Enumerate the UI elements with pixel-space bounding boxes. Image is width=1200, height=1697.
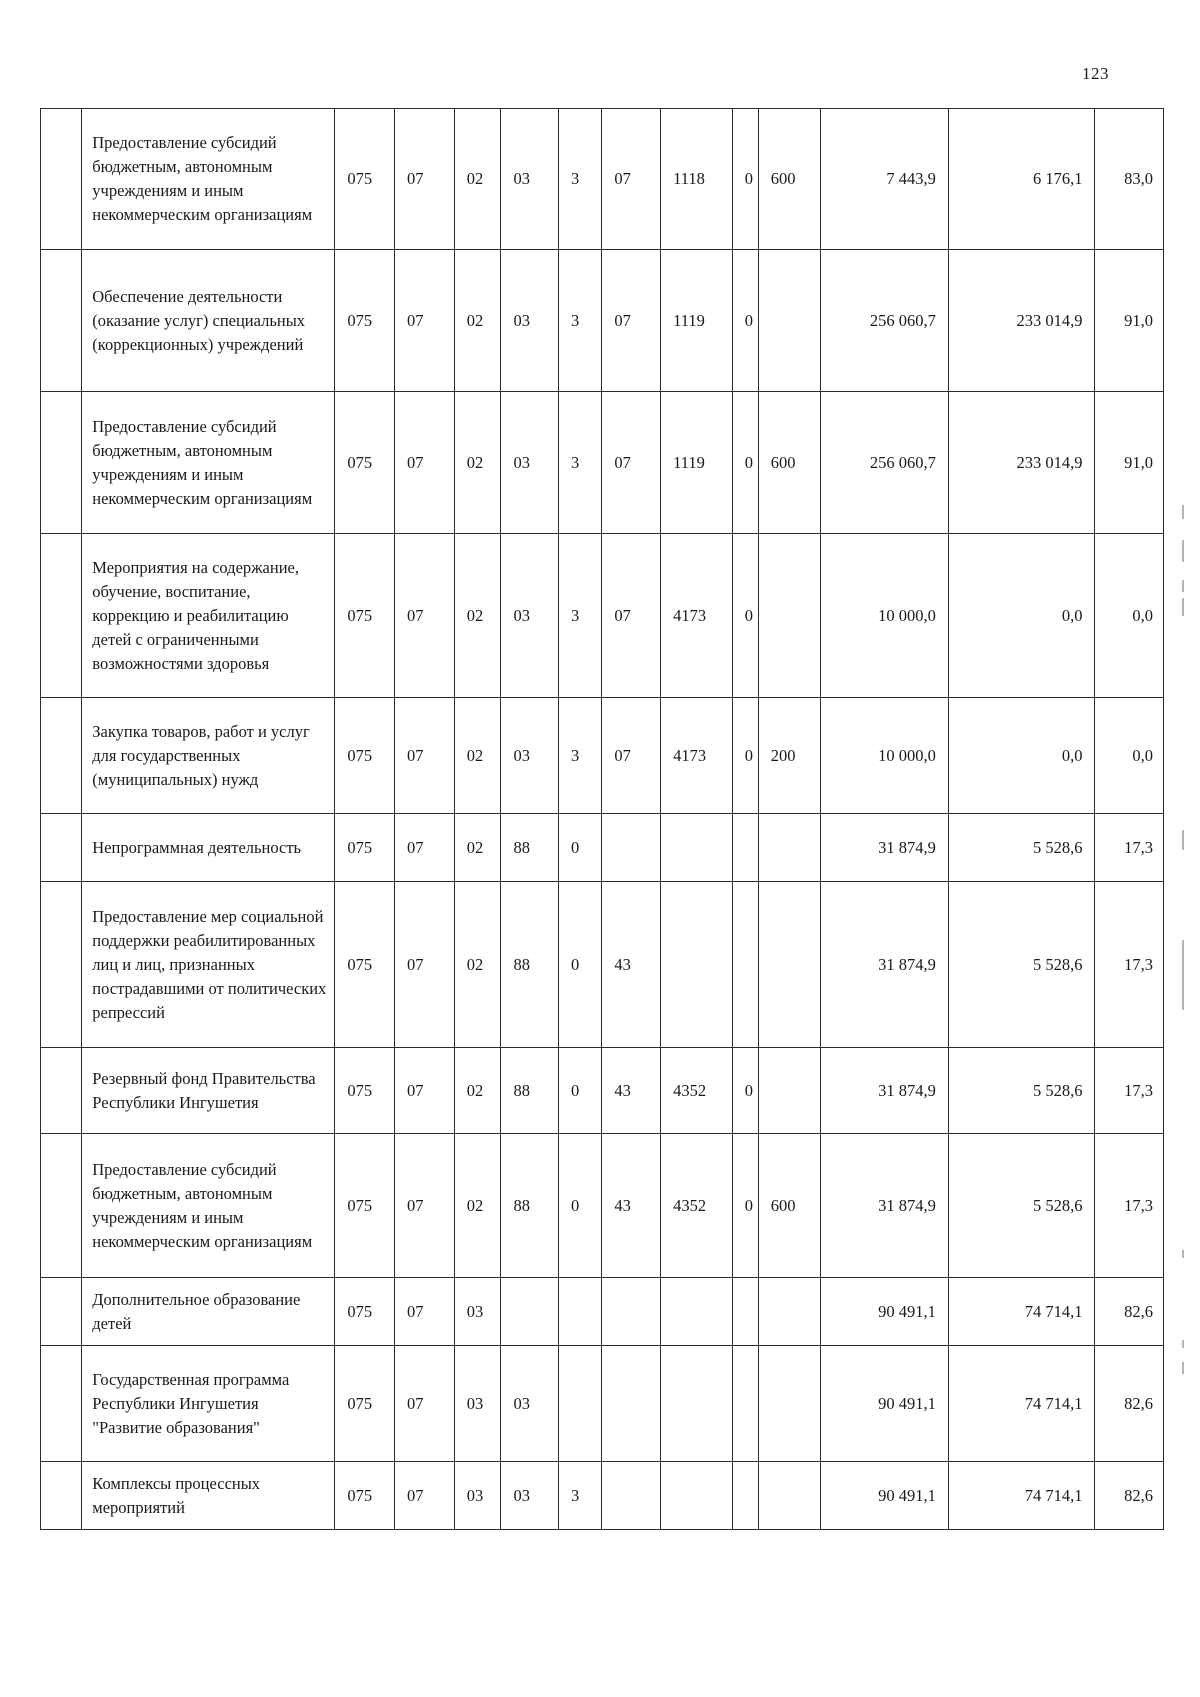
- program-type-cell: 0: [558, 1048, 601, 1134]
- section-code-cell: 075: [335, 1462, 395, 1530]
- plan-amount-cell: 10 000,0: [820, 698, 948, 814]
- flag-cell: [732, 1462, 758, 1530]
- row-index-cell: [41, 1462, 82, 1530]
- percent-cell: 82,6: [1095, 1462, 1164, 1530]
- program-type-cell: 0: [558, 1134, 601, 1278]
- program-cell: 03: [501, 1462, 559, 1530]
- subsection-cell: 02: [454, 882, 501, 1048]
- program-type-cell: 0: [558, 814, 601, 882]
- section-cell: 07: [395, 250, 455, 392]
- fact-amount-cell: 233 014,9: [948, 392, 1095, 534]
- section-code-cell: 075: [335, 882, 395, 1048]
- flag-cell: [732, 814, 758, 882]
- activity-cell: 43: [602, 1048, 661, 1134]
- row-index-cell: [41, 1278, 82, 1346]
- program-type-cell: [558, 1278, 601, 1346]
- page-number: 123: [1082, 64, 1109, 83]
- percent-cell: 0,0: [1095, 534, 1164, 698]
- program-type-cell: 3: [558, 1462, 601, 1530]
- table-row: [41, 250, 1164, 392]
- scan-artifact: [1182, 830, 1184, 850]
- expense-type-cell: [758, 1278, 820, 1346]
- scan-artifact: [1182, 580, 1184, 592]
- expense-type-cell: [758, 814, 820, 882]
- row-index-cell: [41, 1048, 82, 1134]
- direction-cell: [661, 814, 733, 882]
- plan-amount-cell: 90 491,1: [820, 1346, 948, 1462]
- activity-cell: 07: [602, 534, 661, 698]
- section-code-cell: 075: [335, 814, 395, 882]
- section-cell: 07: [395, 534, 455, 698]
- percent-cell: 17,3: [1095, 814, 1164, 882]
- program-cell: 03: [501, 392, 559, 534]
- scan-artifact: [1182, 940, 1184, 1010]
- plan-amount-cell: 31 874,9: [820, 1048, 948, 1134]
- table-row: [41, 1048, 1164, 1134]
- direction-cell: [661, 1462, 733, 1530]
- budget-table: [40, 108, 1164, 1530]
- section-code-cell: 075: [335, 1134, 395, 1278]
- plan-amount-cell: 90 491,1: [820, 1462, 948, 1530]
- section-cell: 07: [395, 109, 455, 250]
- program-cell: 88: [501, 1048, 559, 1134]
- direction-cell: [661, 1278, 733, 1346]
- table-row: [41, 1346, 1164, 1462]
- flag-cell: [732, 1278, 758, 1346]
- plan-amount-cell: 256 060,7: [820, 250, 948, 392]
- expense-type-cell: [758, 882, 820, 1048]
- program-cell: 03: [501, 250, 559, 392]
- direction-cell: 4352: [661, 1048, 733, 1134]
- fact-amount-cell: 5 528,6: [948, 882, 1095, 1048]
- table-row: [41, 814, 1164, 882]
- plan-amount-cell: 31 874,9: [820, 1134, 948, 1278]
- activity-cell: 07: [602, 109, 661, 250]
- table-row: [41, 698, 1164, 814]
- section-code-cell: 075: [335, 1346, 395, 1462]
- percent-cell: 0,0: [1095, 698, 1164, 814]
- flag-cell: 0: [732, 534, 758, 698]
- table-row: [41, 1462, 1164, 1530]
- fact-amount-cell: 5 528,6: [948, 814, 1095, 882]
- expense-type-cell: 600: [758, 1134, 820, 1278]
- row-index-cell: [41, 250, 82, 392]
- plan-amount-cell: 10 000,0: [820, 534, 948, 698]
- flag-cell: [732, 1346, 758, 1462]
- activity-cell: [602, 1346, 661, 1462]
- row-index-cell: [41, 109, 82, 250]
- fact-amount-cell: 6 176,1: [948, 109, 1095, 250]
- fact-amount-cell: 0,0: [948, 698, 1095, 814]
- item-name-cell: Дополнительное образование детей: [82, 1278, 335, 1346]
- direction-cell: 4173: [661, 698, 733, 814]
- activity-cell: 07: [602, 698, 661, 814]
- subsection-cell: 02: [454, 814, 501, 882]
- subsection-cell: 02: [454, 698, 501, 814]
- row-index-cell: [41, 392, 82, 534]
- program-cell: 03: [501, 109, 559, 250]
- section-cell: 07: [395, 814, 455, 882]
- flag-cell: 0: [732, 392, 758, 534]
- subsection-cell: 02: [454, 392, 501, 534]
- program-cell: 03: [501, 698, 559, 814]
- fact-amount-cell: 5 528,6: [948, 1048, 1095, 1134]
- activity-cell: 07: [602, 250, 661, 392]
- subsection-cell: 02: [454, 109, 501, 250]
- table-row: [41, 534, 1164, 698]
- item-name-cell: Резервный фонд Правительства Республики Ингушетия: [82, 1048, 335, 1134]
- table-row: [41, 392, 1164, 534]
- section-cell: 07: [395, 882, 455, 1048]
- plan-amount-cell: 7 443,9: [820, 109, 948, 250]
- expense-type-cell: 600: [758, 392, 820, 534]
- expense-type-cell: 200: [758, 698, 820, 814]
- program-type-cell: 3: [558, 392, 601, 534]
- program-cell: 88: [501, 1134, 559, 1278]
- percent-cell: 17,3: [1095, 1134, 1164, 1278]
- direction-cell: 4173: [661, 534, 733, 698]
- flag-cell: 0: [732, 1048, 758, 1134]
- expense-type-cell: [758, 534, 820, 698]
- section-code-cell: 075: [335, 392, 395, 534]
- activity-cell: [602, 1278, 661, 1346]
- item-name-cell: Непрограммная деятельность: [82, 814, 335, 882]
- activity-cell: 43: [602, 1134, 661, 1278]
- row-index-cell: [41, 1134, 82, 1278]
- scan-artifact: [1182, 1340, 1184, 1348]
- table-row: [41, 1134, 1164, 1278]
- fact-amount-cell: 5 528,6: [948, 1134, 1095, 1278]
- section-code-cell: 075: [335, 250, 395, 392]
- program-cell: 88: [501, 814, 559, 882]
- table-row: [41, 109, 1164, 250]
- item-name-cell: Предоставление субсидий бюджетным, автономным учреждениям и иным некоммерческим организациям: [82, 109, 335, 250]
- activity-cell: 07: [602, 392, 661, 534]
- plan-amount-cell: 90 491,1: [820, 1278, 948, 1346]
- plan-amount-cell: 256 060,7: [820, 392, 948, 534]
- item-name-cell: Закупка товаров, работ и услуг для государственных (муниципальных) нужд: [82, 698, 335, 814]
- item-name-cell: Государственная программа Республики Ингушетия "Развитие образования": [82, 1346, 335, 1462]
- program-type-cell: 3: [558, 109, 601, 250]
- fact-amount-cell: 74 714,1: [948, 1462, 1095, 1530]
- direction-cell: 1119: [661, 392, 733, 534]
- direction-cell: 4352: [661, 1134, 733, 1278]
- subsection-cell: 02: [454, 1134, 501, 1278]
- flag-cell: 0: [732, 109, 758, 250]
- direction-cell: 1119: [661, 250, 733, 392]
- item-name-cell: Мероприятия на содержание, обучение, воспитание, коррекцию и реабилитацию детей с ограниченными возможностями здоровья: [82, 534, 335, 698]
- activity-cell: [602, 1462, 661, 1530]
- row-index-cell: [41, 698, 82, 814]
- subsection-cell: 03: [454, 1278, 501, 1346]
- section-code-cell: 075: [335, 534, 395, 698]
- subsection-cell: 02: [454, 1048, 501, 1134]
- section-cell: 07: [395, 1134, 455, 1278]
- section-cell: 07: [395, 392, 455, 534]
- section-code-cell: 075: [335, 1048, 395, 1134]
- expense-type-cell: [758, 250, 820, 392]
- direction-cell: [661, 1346, 733, 1462]
- row-index-cell: [41, 814, 82, 882]
- plan-amount-cell: 31 874,9: [820, 814, 948, 882]
- scan-artifact: [1182, 505, 1184, 519]
- table-body: [41, 109, 1164, 1530]
- row-index-cell: [41, 534, 82, 698]
- item-name-cell: Предоставление субсидий бюджетным, автономным учреждениям и иным некоммерческим организациям: [82, 392, 335, 534]
- percent-cell: 91,0: [1095, 392, 1164, 534]
- percent-cell: 82,6: [1095, 1278, 1164, 1346]
- program-type-cell: 3: [558, 250, 601, 392]
- program-type-cell: 3: [558, 534, 601, 698]
- flag-cell: 0: [732, 1134, 758, 1278]
- percent-cell: 91,0: [1095, 250, 1164, 392]
- expense-type-cell: 600: [758, 109, 820, 250]
- program-type-cell: 3: [558, 698, 601, 814]
- scan-artifact: [1182, 1250, 1184, 1258]
- section-cell: 07: [395, 1346, 455, 1462]
- expense-type-cell: [758, 1048, 820, 1134]
- percent-cell: 83,0: [1095, 109, 1164, 250]
- section-code-cell: 075: [335, 698, 395, 814]
- fact-amount-cell: 74 714,1: [948, 1278, 1095, 1346]
- direction-cell: 1118: [661, 109, 733, 250]
- subsection-cell: 02: [454, 534, 501, 698]
- activity-cell: 43: [602, 882, 661, 1048]
- percent-cell: 17,3: [1095, 1048, 1164, 1134]
- program-cell: 88: [501, 882, 559, 1048]
- row-index-cell: [41, 1346, 82, 1462]
- section-cell: 07: [395, 1462, 455, 1530]
- section-cell: 07: [395, 1278, 455, 1346]
- row-index-cell: [41, 882, 82, 1048]
- subsection-cell: 02: [454, 250, 501, 392]
- flag-cell: 0: [732, 250, 758, 392]
- section-cell: 07: [395, 698, 455, 814]
- program-type-cell: [558, 1346, 601, 1462]
- expense-type-cell: [758, 1462, 820, 1530]
- section-cell: 07: [395, 1048, 455, 1134]
- percent-cell: 82,6: [1095, 1346, 1164, 1462]
- scan-artifact: [1182, 1362, 1184, 1374]
- section-code-cell: 075: [335, 1278, 395, 1346]
- subsection-cell: 03: [454, 1346, 501, 1462]
- scan-artifact: [1182, 540, 1184, 562]
- program-type-cell: 0: [558, 882, 601, 1048]
- scan-artifact: [1182, 598, 1184, 616]
- plan-amount-cell: 31 874,9: [820, 882, 948, 1048]
- percent-cell: 17,3: [1095, 882, 1164, 1048]
- item-name-cell: Предоставление субсидий бюджетным, автономным учреждениям и иным некоммерческим организациям: [82, 1134, 335, 1278]
- subsection-cell: 03: [454, 1462, 501, 1530]
- flag-cell: 0: [732, 698, 758, 814]
- section-code-cell: 075: [335, 109, 395, 250]
- fact-amount-cell: 74 714,1: [948, 1346, 1095, 1462]
- item-name-cell: Предоставление мер социальной поддержки реабилитированных лиц и лиц, признанных пострадавшими от политических репрессий: [82, 882, 335, 1048]
- flag-cell: [732, 882, 758, 1048]
- fact-amount-cell: 233 014,9: [948, 250, 1095, 392]
- program-cell: [501, 1278, 559, 1346]
- table-row: [41, 1278, 1164, 1346]
- program-cell: 03: [501, 534, 559, 698]
- direction-cell: [661, 882, 733, 1048]
- table-row: [41, 882, 1164, 1048]
- item-name-cell: Комплексы процессных мероприятий: [82, 1462, 335, 1530]
- program-cell: 03: [501, 1346, 559, 1462]
- item-name-cell: Обеспечение деятельности (оказание услуг) специальных (коррекционных) учреждений: [82, 250, 335, 392]
- fact-amount-cell: 0,0: [948, 534, 1095, 698]
- expense-type-cell: [758, 1346, 820, 1462]
- activity-cell: [602, 814, 661, 882]
